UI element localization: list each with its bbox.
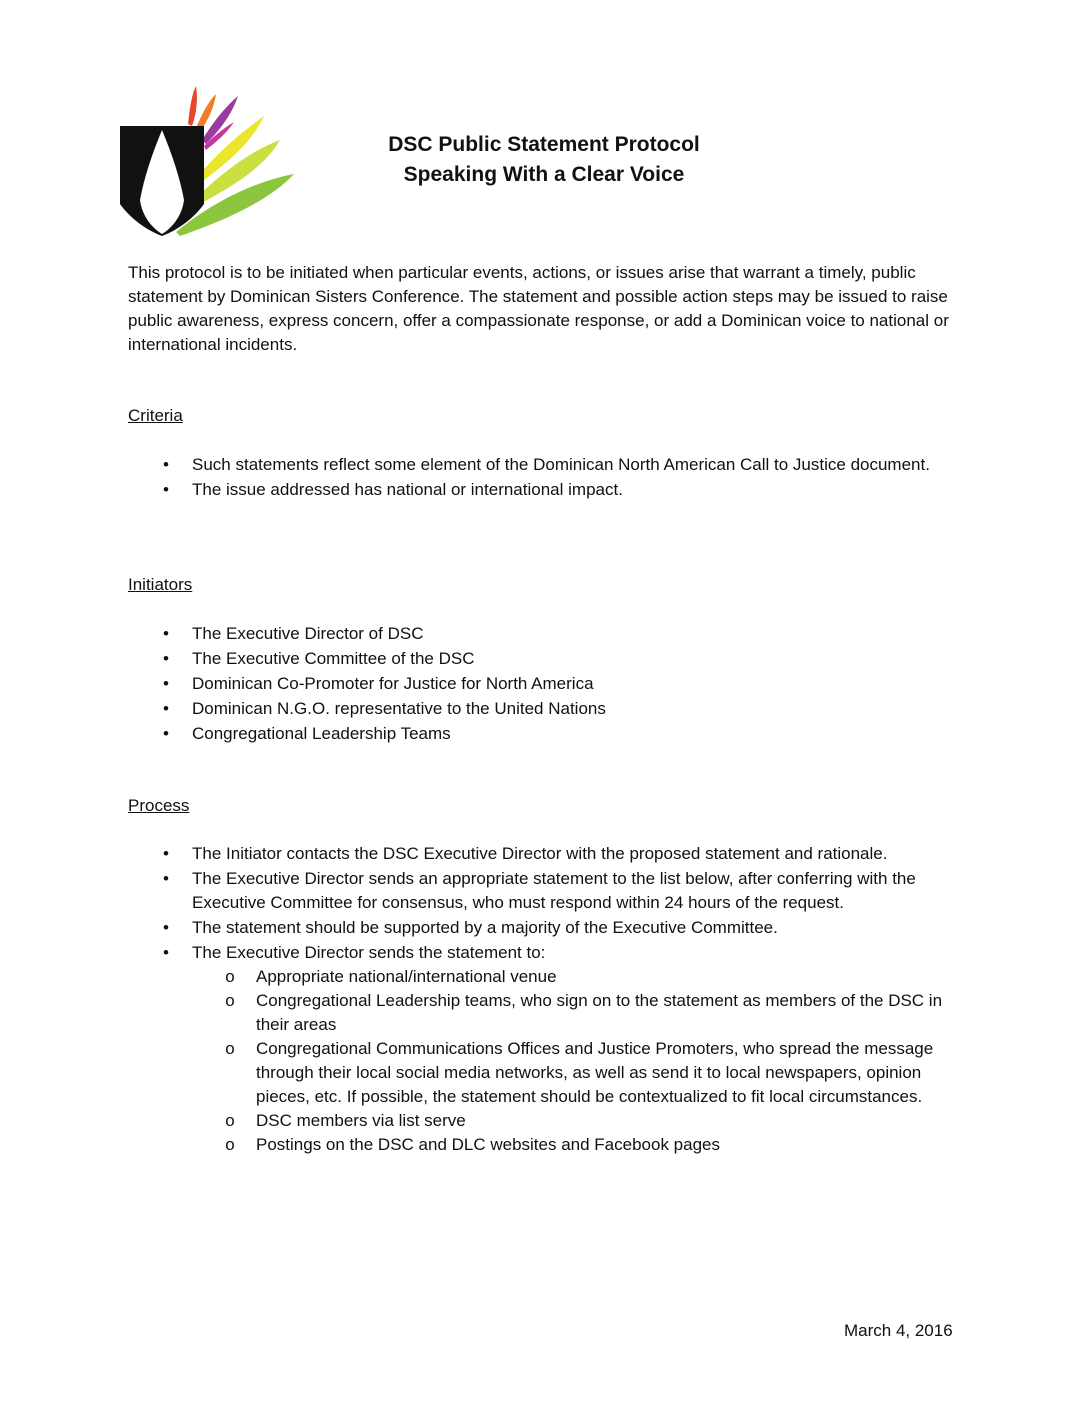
document-date: March 4, 2016: [844, 1321, 953, 1340]
document-title: [300, 130, 788, 190]
list-item: • The Executive Director of DSC: [160, 622, 960, 646]
list-item: • The Executive Director sends an appropriate statement to the list below, after conferring with the Executive Committee for consensus, who must respond within 24 hours of the request.: [160, 867, 960, 915]
list-item: • The Executive Director sends the statement to: o Appropriate national/international venue o Congregational Leadership teams, who sign on to the statement as members of the DSC in their areas o Congregational Communications Offices and Justice Promoters, who spread the message through their local social media networks, as well as send it to local newspapers, opinion pieces, etc. If possible, the statement should be contextualized to fit local circumstances. o DSC members via list serve o Postings on the DSC and DLC websites and Facebook pages: [160, 941, 960, 1157]
list-item: • The statement should be supported by a majority of the Executive Committee.: [160, 916, 960, 940]
list-item: • The Executive Committee of the DSC: [160, 647, 960, 671]
list-item: • The issue addressed has national or international impact.: [160, 478, 960, 502]
criteria-heading: Criteria: [128, 406, 183, 425]
intro-paragraph: This protocol is to be initiated when particular events, actions, or issues arise that warrant a timely, public statement by Dominican Sisters Conference. The statement and possible action steps may be issued to raise public awareness, express concern, offer a compassionate response, or add a Dominican voice to national or international incidents.: [128, 263, 949, 354]
bullet-icon: •: [163, 918, 169, 937]
bullet-icon: •: [163, 844, 169, 863]
title-line-1: DSC Public Statement Protocol: [388, 133, 700, 156]
list-item: • Dominican N.G.O. representative to the United Nations: [160, 697, 960, 721]
flame-red: [188, 86, 197, 126]
circle-bullet-icon: o: [225, 967, 235, 986]
initiators-heading: Initiators: [128, 575, 193, 594]
sub-list-item: o Appropriate national/international venue: [224, 965, 960, 989]
circle-bullet-icon: o: [225, 991, 235, 1010]
list-item: • Such statements reflect some element of the Dominican North American Call to Justice document.: [160, 453, 960, 477]
list-item: • Dominican Co-Promoter for Justice for North America: [160, 672, 960, 696]
sub-list-item: o Congregational Communications Offices and Justice Promoters, who spread the message through their local social media networks, as well as send it to local newspapers, opinion pieces, etc. If possible, the statement should be contextualized to fit local circumstances.: [225, 1039, 934, 1106]
title-line-2: Speaking With a Clear Voice: [403, 163, 685, 186]
sub-list-item: o Postings on the DSC and DLC websites and Facebook pages: [224, 1133, 960, 1157]
circle-bullet-icon: o: [225, 1135, 235, 1154]
initiators-list: [160, 622, 960, 747]
process-heading: Process: [128, 796, 190, 815]
process-list: [160, 842, 960, 1158]
bullet-icon: •: [163, 480, 169, 499]
bullet-icon: •: [163, 455, 169, 474]
list-item: • Congregational Leadership Teams: [160, 722, 960, 746]
dsc-logo: [118, 84, 296, 238]
sub-list-item: o DSC members via list serve: [224, 1109, 960, 1133]
bullet-icon: •: [163, 649, 169, 668]
bullet-icon: •: [163, 943, 169, 962]
bullet-icon: •: [163, 869, 169, 888]
list-item: • The Initiator contacts the DSC Executive Director with the proposed statement and rationale.: [160, 842, 960, 866]
bullet-icon: •: [163, 624, 169, 643]
recipients-sublist: [224, 965, 960, 1157]
circle-bullet-icon: o: [225, 1111, 235, 1130]
sub-list-item: o Congregational Leadership teams, who sign on to the statement as members of the DSC in their areas: [225, 991, 943, 1034]
bullet-icon: •: [163, 699, 169, 718]
circle-bullet-icon: o: [225, 1039, 235, 1058]
bullet-icon: •: [163, 674, 169, 693]
criteria-list: [160, 453, 960, 503]
bullet-icon: •: [163, 724, 169, 743]
